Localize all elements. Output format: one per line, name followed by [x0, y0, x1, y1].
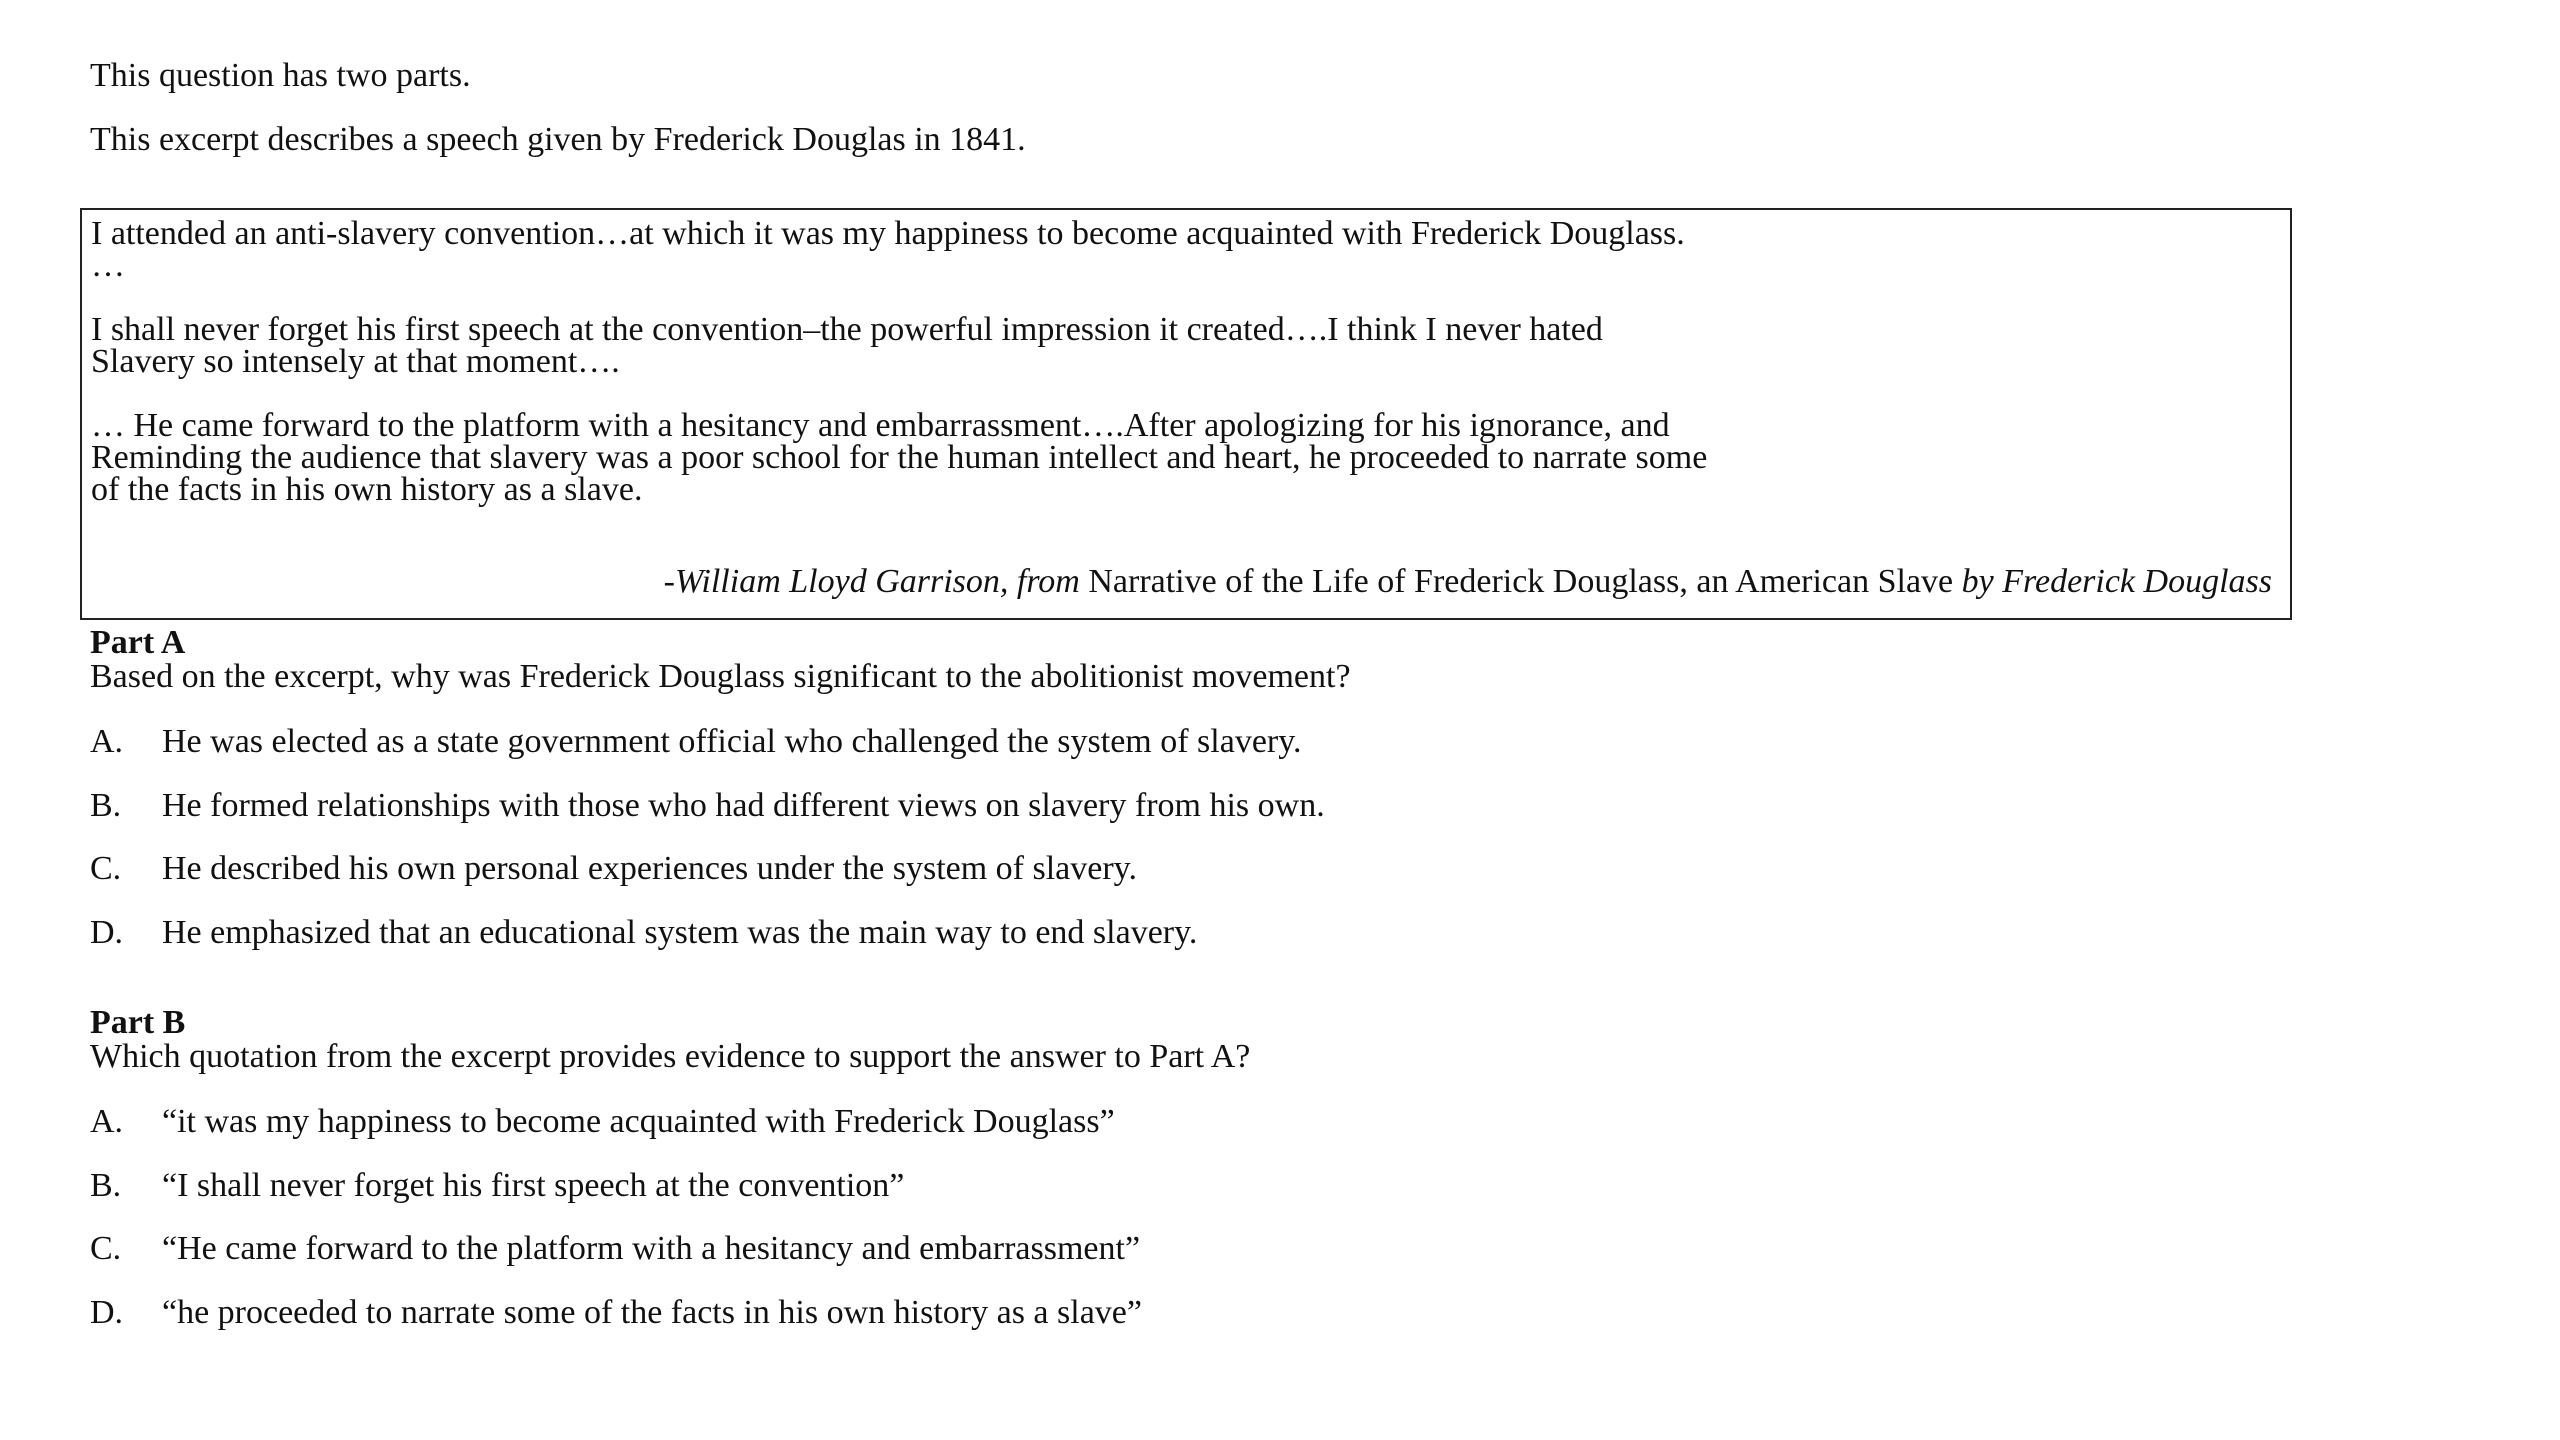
option-text: “He came forward to the platform with a hesitancy and embarrassment” [162, 1230, 1141, 1267]
excerpt-paragraph-2 [91, 311, 1603, 380]
part-b-option-c[interactable] [90, 1229, 1140, 1269]
excerpt-box [80, 208, 2292, 620]
part-b-heading: Part B [90, 1004, 186, 1041]
excerpt-line: of the facts in his own history as a slave. [91, 471, 643, 508]
attribution-work-title: Narrative of the Life of Frederick Douglass, an American Slave [1088, 563, 1954, 600]
excerpt-ellipsis: … [91, 247, 125, 284]
option-letter: B. [90, 1167, 122, 1204]
option-letter: A. [90, 723, 124, 760]
option-text: He emphasized that an educational system was the main way to end slavery. [162, 914, 1198, 951]
part-b-option-d[interactable] [90, 1293, 1142, 1333]
part-a-option-d[interactable] [90, 913, 1197, 953]
option-letter: B. [90, 787, 122, 824]
excerpt-line: Slavery so intensely at that moment…. [91, 343, 620, 380]
excerpt-paragraph-1 [91, 215, 1685, 284]
part-b-question: Which quotation from the excerpt provides evidence to support the answer to Part A? [90, 1038, 1251, 1075]
part-a-option-a[interactable] [90, 722, 1302, 762]
excerpt-paragraph-3 [91, 407, 1708, 508]
option-text: “it was my happiness to become acquainted with Frederick Douglass” [162, 1103, 1115, 1140]
option-text: “he proceeded to narrate some of the facts in his own history as a slave” [162, 1294, 1142, 1331]
option-letter: C. [90, 1230, 122, 1267]
excerpt-line: … He came forward to the platform with a hesitancy and embarrassment….After apologizing for his ignorance, and [91, 407, 1670, 444]
part-a-option-b[interactable] [90, 786, 1325, 826]
attribution-author: -William Lloyd Garrison, from [663, 563, 1080, 600]
option-text: He formed relationships with those who had different views on slavery from his own. [162, 787, 1325, 824]
option-text: “I shall never forget his first speech at the convention” [162, 1167, 905, 1204]
excerpt-line: Reminding the audience that slavery was a poor school for the human intellect and heart, he proceeded to narrate some [91, 439, 1708, 476]
part-a-question: Based on the excerpt, why was Frederick Douglass significant to the abolitionist movement? [90, 658, 1351, 695]
option-letter: D. [90, 1294, 124, 1331]
excerpt-line: I shall never forget his first speech at the convention–the powerful impression it created….I think I never hated [91, 311, 1603, 348]
part-a-heading: Part A [90, 624, 186, 661]
option-letter: C. [90, 850, 122, 887]
intro-line-parts: This question has two parts. [90, 57, 471, 94]
option-text: He described his own personal experiences under the system of slavery. [162, 850, 1137, 887]
part-a-option-c[interactable] [90, 849, 1137, 889]
attribution-byline: by Frederick Douglass [1961, 563, 2272, 600]
part-b-option-b[interactable] [90, 1166, 904, 1206]
option-letter: A. [90, 1103, 124, 1140]
option-text: He was elected as a state government official who challenged the system of slavery. [162, 723, 1302, 760]
part-b-option-a[interactable] [90, 1102, 1115, 1142]
part-a-header [90, 624, 1351, 695]
intro-line-excerpt-description: This excerpt describes a speech given by Frederick Douglas in 1841. [90, 121, 1026, 158]
part-b-header [90, 1004, 1251, 1075]
excerpt-line: I attended an anti-slavery convention…at which it was my happiness to become acquainted with Frederick Douglass. [91, 215, 1685, 252]
option-letter: D. [90, 914, 124, 951]
excerpt-attribution [664, 562, 2272, 602]
